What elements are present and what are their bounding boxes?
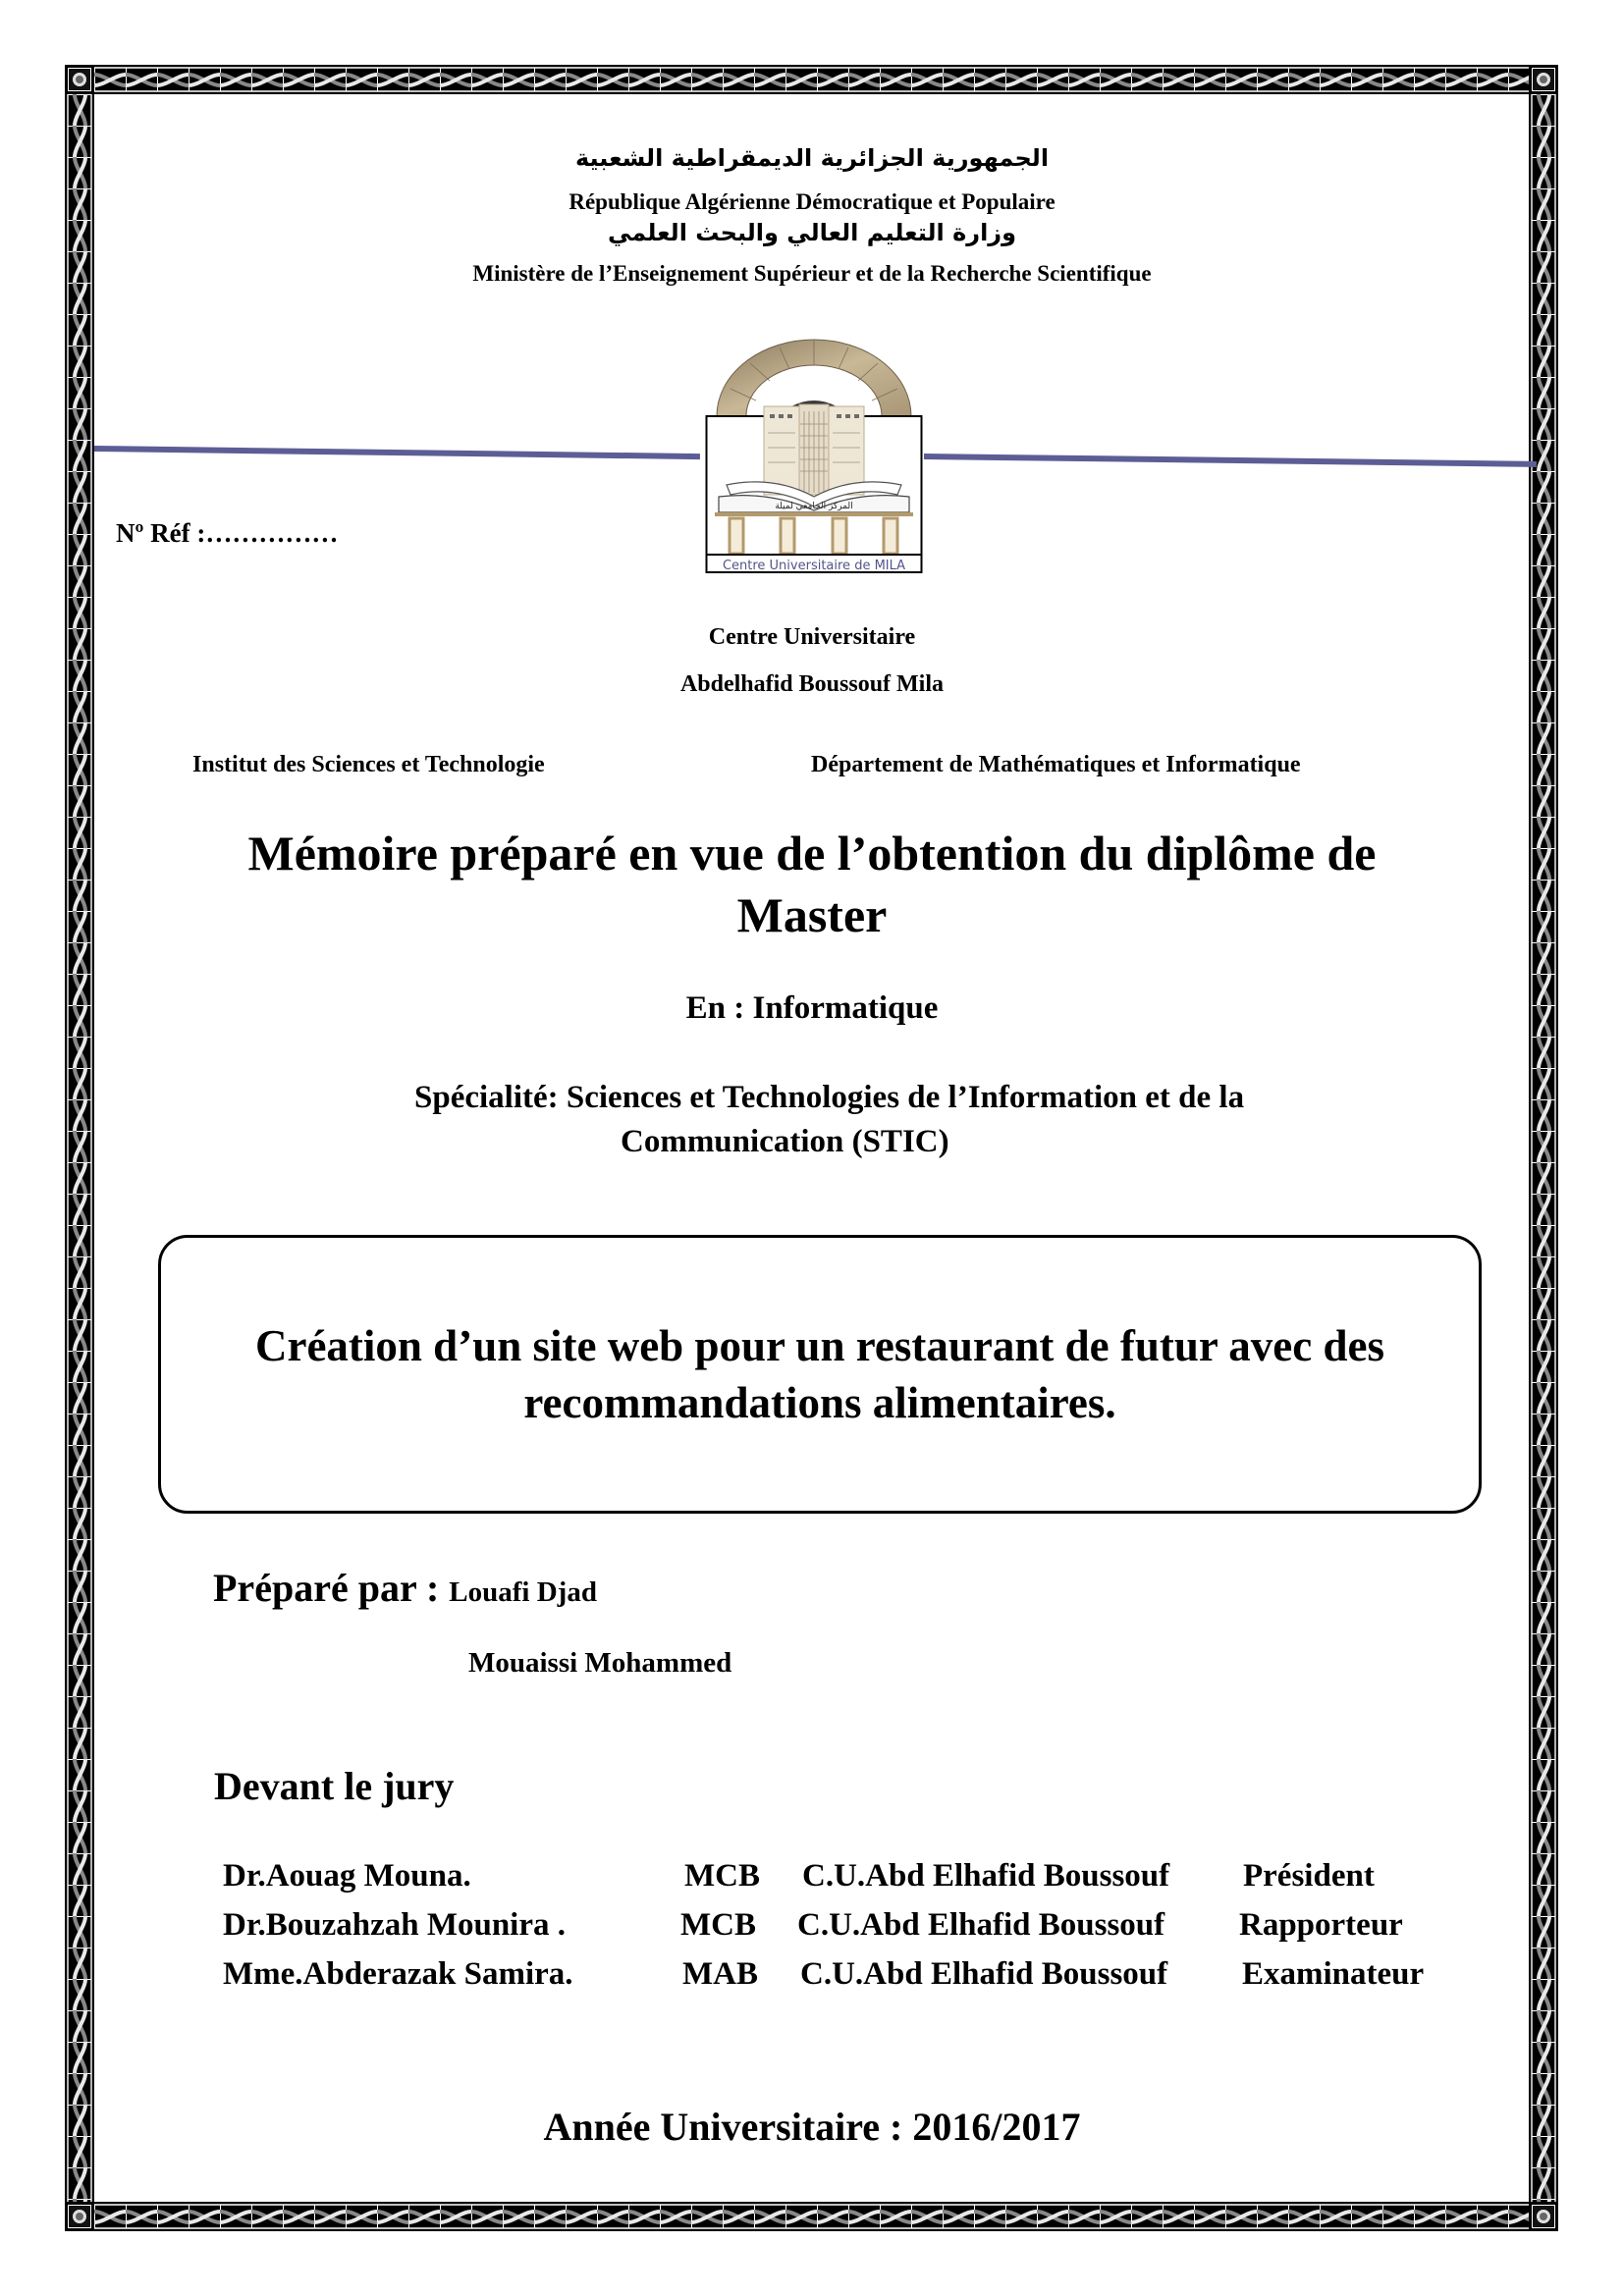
university-logo	[705, 338, 923, 575]
ministry-arabic: وزارة التعليم العالي والبحث العلمي	[607, 219, 1017, 246]
thesis-heading-line-2: Master	[736, 887, 888, 942]
border-corner-icon	[65, 2202, 94, 2231]
thesis-heading-line-1: Mémoire préparé en vue de l’obtention du diplôme de	[247, 826, 1377, 881]
logo-banner-arabic: المركز الجامعي لميلة	[775, 502, 853, 511]
field-of-study: En : Informatique	[685, 990, 939, 1026]
institute-name: Institut des Sciences et Technologie	[192, 752, 545, 777]
reference-number: Nº Réf :……………	[116, 518, 339, 548]
border-top	[94, 65, 1529, 94]
jury-member-grade: MCB	[680, 1907, 756, 1943]
jury-member-institution: C.U.Abd Elhafid Boussouf	[797, 1907, 1165, 1943]
border-corner-icon	[1529, 65, 1558, 94]
jury-member-institution: C.U.Abd Elhafid Boussouf	[802, 1858, 1170, 1894]
jury-member-row	[0, 1858, 1624, 1905]
academic-year: Année Universitaire : 2016/2017	[543, 2105, 1081, 2149]
jury-member-role: Examinateur	[1242, 1956, 1425, 1992]
specialty-line-2: Communication (STIC)	[621, 1124, 949, 1159]
thesis-title-line-1: Création d’un site web pour un restaurant de futur avec des	[254, 1321, 1385, 1370]
jury-member-grade: MAB	[682, 1956, 758, 1992]
jury-member-row	[0, 1907, 1624, 1954]
institution-line-1: Centre Universitaire	[708, 624, 916, 650]
border-corner-icon	[65, 65, 94, 94]
author-name: Louafi Djad	[449, 1576, 597, 1608]
logo-caption: Centre Universitaire de MILA	[722, 559, 906, 573]
jury-member-row	[0, 1956, 1624, 2003]
jury-member-role: Président	[1243, 1858, 1375, 1894]
thesis-title-line-2: recommandations alimentaires.	[523, 1378, 1116, 1427]
border-bottom	[94, 2202, 1529, 2231]
jury-member-name: Mme.Abderazak Samira.	[223, 1956, 573, 1992]
jury-member-grade: MCB	[684, 1858, 760, 1894]
jury-heading: Devant le jury	[214, 1764, 455, 1808]
republic-french: République Algérienne Démocratique et Populaire	[568, 189, 1056, 214]
republic-arabic: الجمهورية الجزائرية الديمقراطية الشعبية	[574, 144, 1050, 172]
department-name: Département de Mathématiques et Informatique	[811, 752, 1301, 777]
border-corner-icon	[1529, 2202, 1558, 2231]
prepared-by	[213, 1565, 597, 1611]
specialty-line-1: Spécialité: Sciences et Technologies de l’Information et de la	[414, 1080, 1245, 1115]
thesis-heading	[147, 823, 1477, 946]
thesis-title-box	[158, 1235, 1482, 1514]
thesis-title	[167, 1317, 1473, 1431]
jury-member-institution: C.U.Abd Elhafid Boussouf	[800, 1956, 1168, 1992]
jury-member-name: Dr.Aouag Mouna.	[223, 1858, 471, 1894]
author-name: Mouaissi Mohammed	[468, 1647, 732, 1679]
prepared-by-label: Préparé par :	[213, 1566, 440, 1610]
institution-line-2: Abdelhafid Boussouf Mila	[679, 671, 945, 697]
ministry-french: Ministère de l’Enseignement Supérieur et de la Recherche Scientifique	[472, 261, 1152, 286]
university-logo-graphic	[705, 338, 923, 575]
jury-member-role: Rapporteur	[1239, 1907, 1403, 1943]
jury-member-name: Dr.Bouzahzah Mounira .	[223, 1907, 566, 1943]
